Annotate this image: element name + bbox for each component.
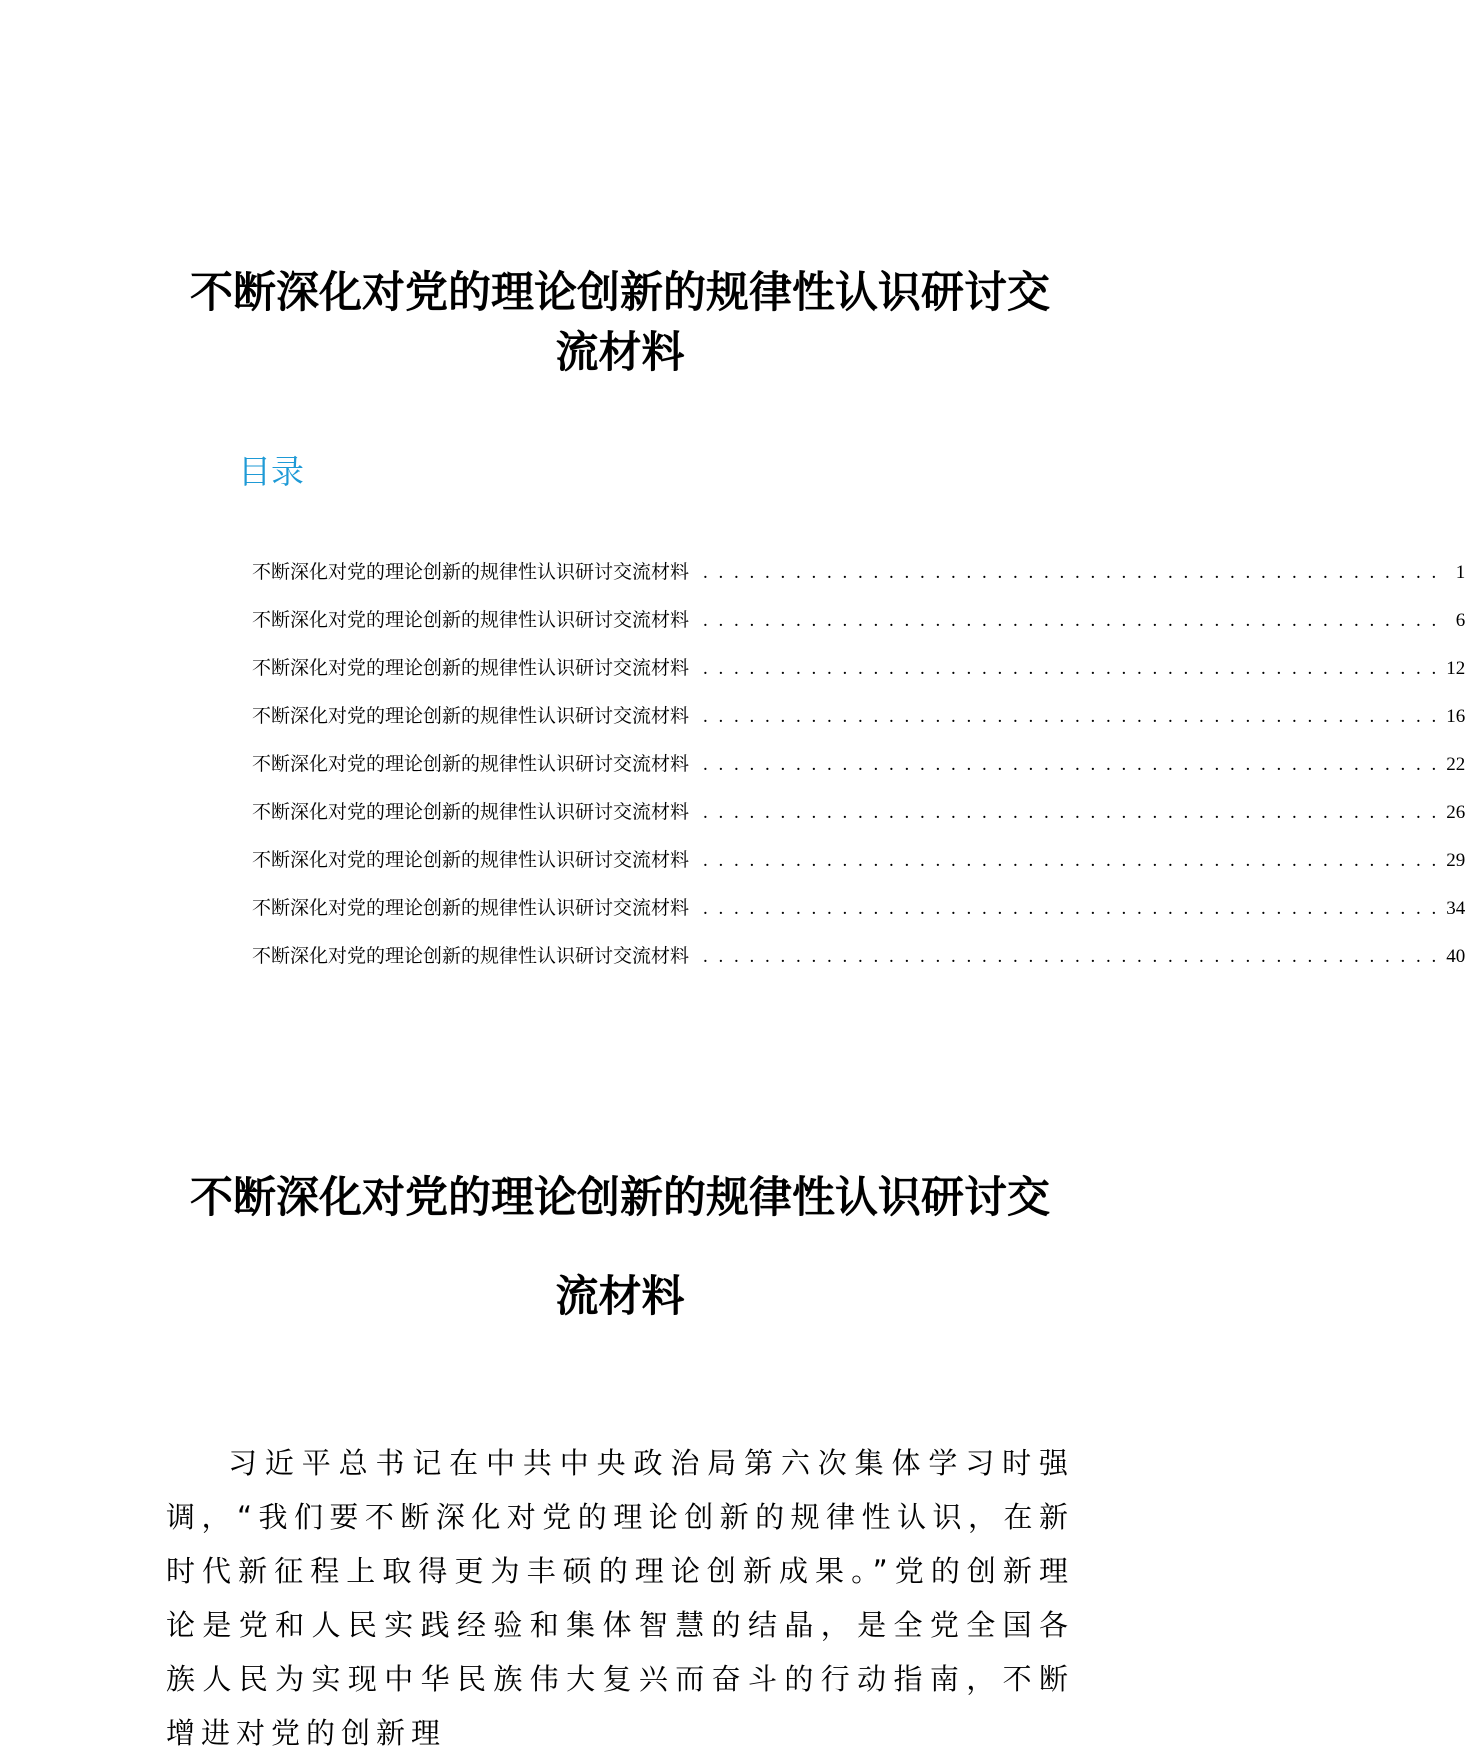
toc-leader-dots: . . . . . . . . . . . . . . . . . . . . . . . . . . . . . . . . . . . . . . . . . . . . . . . .	[703, 754, 1440, 775]
toc-leader-dots: . . . . . . . . . . . . . . . . . . . . . . . . . . . . . . . . . . . . . . . . . . . . . . . .	[703, 610, 1440, 631]
toc-leader-dots: . . . . . . . . . . . . . . . . . . . . . . . . . . . . . . . . . . . . . . . . . . . . . . . .	[703, 562, 1440, 583]
toc-leader-dots: . . . . . . . . . . . . . . . . . . . . . . . . . . . . . . . . . . . . . . . . . . . . . . . .	[703, 658, 1440, 679]
toc-heading: 目录	[238, 452, 304, 491]
toc-entry[interactable]	[252, 752, 1465, 800]
toc-entry-page: 40	[1446, 946, 1465, 967]
toc-entry-text: 不断深化对党的理论创新的规律性认识研讨交流材料	[252, 753, 690, 775]
toc-leader-dots: . . . . . . . . . . . . . . . . . . . . . . . . . . . . . . . . . . . . . . . . . . . . . . . .	[703, 946, 1440, 967]
toc-entry-text: 不断深化对党的理论创新的规律性认识研讨交流材料	[252, 801, 690, 823]
toc-entry-text: 不断深化对党的理论创新的规律性认识研讨交流材料	[252, 561, 690, 583]
toc-entry[interactable]	[252, 848, 1465, 896]
toc-entry-page: 12	[1446, 658, 1465, 679]
toc-entry[interactable]	[252, 800, 1465, 848]
toc-entry-text: 不断深化对党的理论创新的规律性认识研讨交流材料	[252, 705, 690, 727]
article-paragraph: 习近平总书记在中共中央政治局第六次集体学习时强调，“我们要不断深化对党的理论创新的规律性认识，在新时代新征程上取得更为丰硕的理论创新成果。”党的创新理论是党和人民实践经验和集体智慧的结晶，是全党全国各族人民为实现中华民族伟大复兴而奋斗的行动指南，不断增进对党的创新理	[166, 1446, 1074, 1750]
toc-entry-page: 1	[1455, 562, 1465, 583]
toc-leader-dots: . . . . . . . . . . . . . . . . . . . . . . . . . . . . . . . . . . . . . . . . . . . . . . . .	[703, 802, 1440, 823]
toc-entry[interactable]	[252, 560, 1465, 608]
toc-entry-page: 6	[1455, 610, 1465, 631]
toc-entry-text: 不断深化对党的理论创新的规律性认识研讨交流材料	[252, 657, 690, 679]
toc-leader-dots: . . . . . . . . . . . . . . . . . . . . . . . . . . . . . . . . . . . . . . . . . . . . . . . .	[703, 898, 1440, 919]
toc-leader-dots: . . . . . . . . . . . . . . . . . . . . . . . . . . . . . . . . . . . . . . . . . . . . . . . .	[703, 850, 1440, 871]
toc-entry-page: 22	[1446, 754, 1465, 775]
toc-leader-dots: . . . . . . . . . . . . . . . . . . . . . . . . . . . . . . . . . . . . . . . . . . . . . . . .	[703, 706, 1440, 727]
toc-entry-text: 不断深化对党的理论创新的规律性认识研讨交流材料	[252, 849, 690, 871]
toc-entry-page: 29	[1446, 850, 1465, 871]
article-title-line-1: 不断深化对党的理论创新的规律性认识研讨交	[190, 1173, 1050, 1223]
toc-entry-page: 16	[1446, 706, 1465, 727]
document-title-line-2: 流材料	[555, 328, 685, 378]
toc-entry[interactable]	[252, 944, 1465, 992]
toc-entry-text: 不断深化对党的理论创新的规律性认识研讨交流材料	[252, 897, 690, 919]
toc-entry[interactable]	[252, 656, 1465, 704]
toc-entry-page: 26	[1446, 802, 1465, 823]
table-of-contents	[252, 560, 1465, 992]
toc-entry[interactable]	[252, 896, 1465, 944]
toc-entry[interactable]	[252, 704, 1465, 752]
toc-entry-text: 不断深化对党的理论创新的规律性认识研讨交流材料	[252, 945, 690, 967]
article-title-line-2: 流材料	[555, 1272, 685, 1322]
toc-entry-page: 34	[1446, 898, 1465, 919]
toc-entry-text: 不断深化对党的理论创新的规律性认识研讨交流材料	[252, 609, 690, 631]
document-title-line-1: 不断深化对党的理论创新的规律性认识研讨交	[190, 268, 1050, 318]
toc-entry[interactable]	[252, 608, 1465, 656]
